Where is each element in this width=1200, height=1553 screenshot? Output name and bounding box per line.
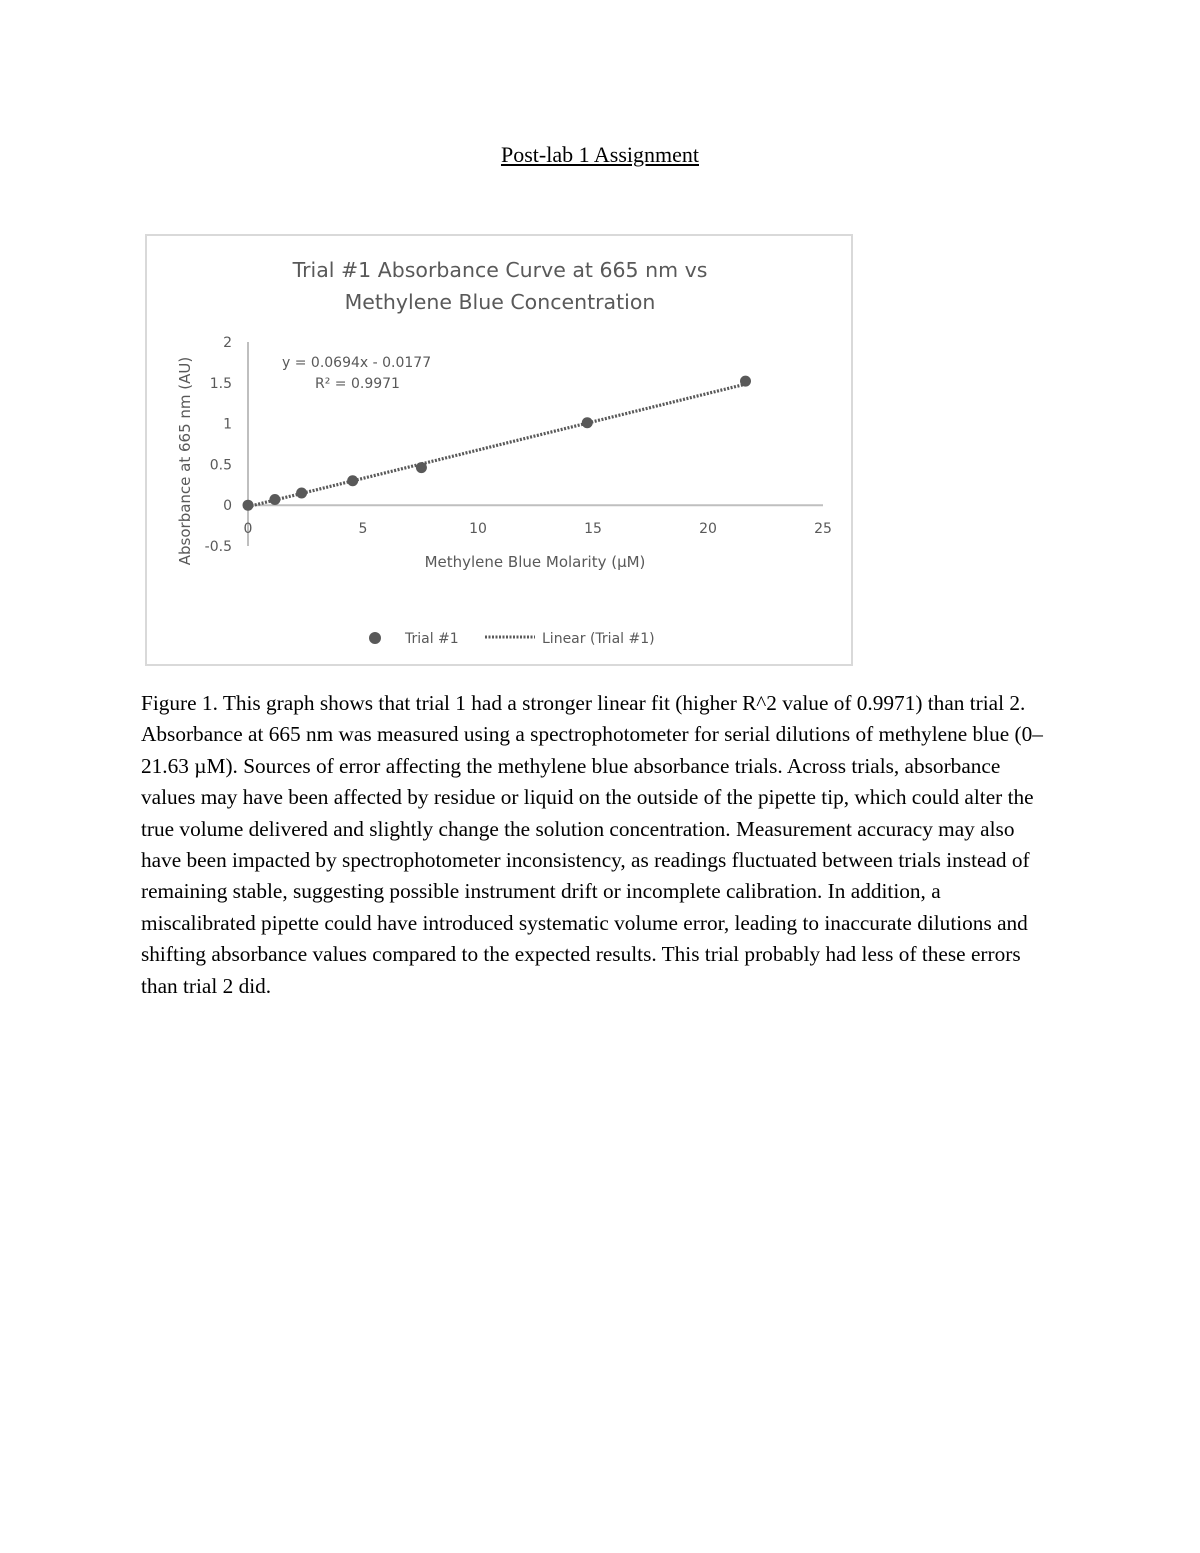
data-point — [582, 417, 593, 428]
legend-label-trial-1: Trial #1 — [405, 631, 459, 647]
y-tick-label: 1 — [223, 416, 232, 433]
y-tick-label: 1.5 — [209, 375, 232, 392]
x-tick-label: 10 — [469, 521, 487, 538]
data-point — [416, 462, 427, 473]
chart-title-line-1: Trial #1 Absorbance Curve at 665 nm vs — [292, 258, 708, 282]
data-points — [243, 376, 751, 511]
absorbance-chart — [147, 236, 851, 664]
chart-container — [145, 234, 853, 666]
trendline-group — [248, 384, 745, 506]
x-tick-label: 15 — [584, 521, 602, 538]
y-tick-label: 0.5 — [209, 457, 232, 474]
chart-title-line-2: Methylene Blue Concentration — [344, 290, 656, 314]
data-point — [243, 500, 254, 511]
x-tick-labels — [244, 521, 832, 537]
x-tick-label: 25 — [814, 521, 832, 538]
data-point — [296, 487, 307, 498]
y-tick-label: -0.5 — [204, 539, 232, 555]
document-title: Post-lab 1 Assignment — [500, 142, 699, 167]
x-tick-label: 0 — [243, 521, 253, 538]
y-tick-label: 0 — [223, 498, 232, 515]
legend-marker-trial-1 — [369, 632, 381, 644]
data-point — [347, 475, 358, 486]
r-squared-label: R² = 0.9971 — [315, 376, 400, 392]
trendline-equation: y = 0.0694x - 0.0177 — [282, 355, 432, 371]
y-axis-label: Absorbance at 665 nm (AU) — [176, 356, 194, 566]
x-axis-label: Methylene Blue Molarity (µM) — [424, 553, 646, 571]
legend — [369, 631, 655, 647]
axes — [248, 342, 823, 546]
trendline — [248, 384, 745, 506]
data-point — [269, 494, 280, 505]
x-tick-label: 5 — [358, 521, 368, 538]
x-tick-label: 20 — [699, 521, 717, 538]
y-tick-label: 2 — [223, 335, 232, 351]
figure-caption: Figure 1. This graph shows that trial 1 had a stronger linear fit (higher R^2 value of 0.9971) than trial 2. Absorbance at 665 nm was measured using a spectrophotometer for serial dilutions of methylene blue (0–21.63 µM). Sources of error affecting the methylene blue absorbance trials. Across trials, absorbance values may have been affected by residue or liquid on the outside of the pipette tip, which could alter the true volume delivered and slightly change the solution concentration. Measurement accuracy may also have been impacted by spectrophotometer inconsistency, as readings fluctuated between trials instead of remaining stable, suggesting possible instrument drift or incomplete calibration. In addition, a miscalibrated pipette could have introduced systematic volume error, leading to inaccurate dilutions and shifting absorbance values compared to the expected results. This trial probably had less of these errors than trial 2 did. — [141, 691, 1043, 998]
data-point — [740, 376, 751, 387]
y-tick-labels — [205, 335, 232, 555]
legend-label-linear: Linear (Trial #1) — [542, 631, 655, 647]
